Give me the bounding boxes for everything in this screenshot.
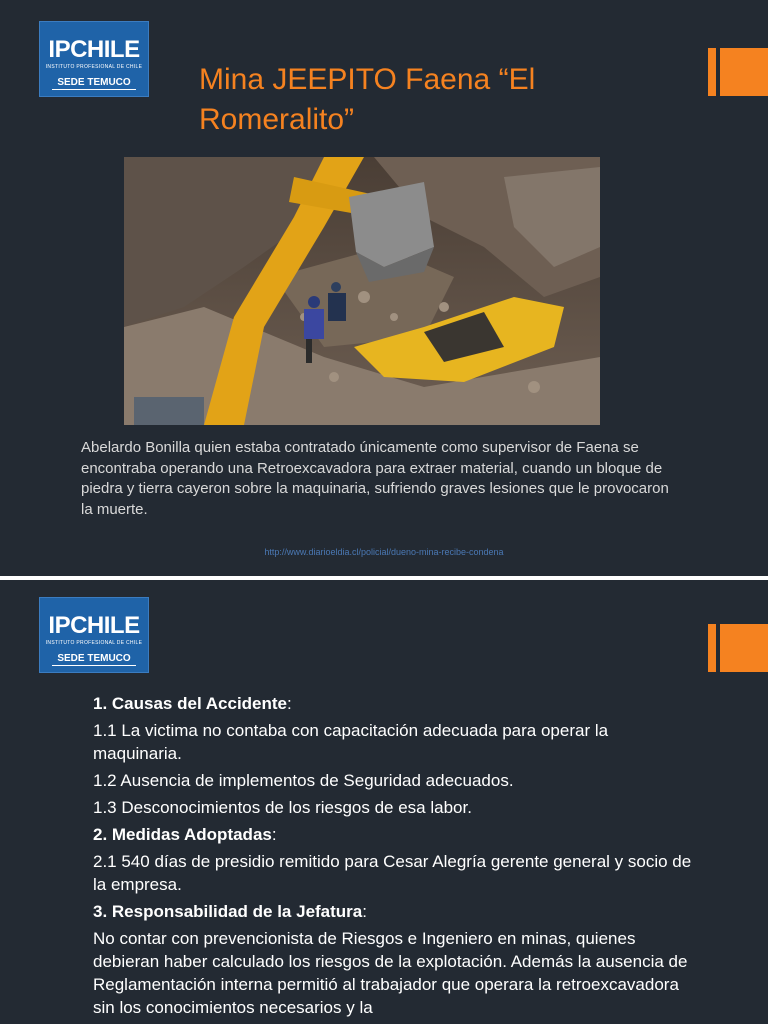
logo-campus: SEDE TEMUCO <box>52 653 136 666</box>
slide-title: Mina JEEPITO Faena “El Romeralito” <box>199 63 536 136</box>
source-link[interactable]: http://www.diarioeldia.cl/policial/dueno-mina-recibe-condena <box>264 547 504 557</box>
logo-campus: SEDE TEMUCO <box>52 77 136 90</box>
accident-analysis <box>93 692 693 1023</box>
cause-item: 1.2 Ausencia de implementos de Seguridad adecuados. <box>93 771 514 790</box>
section-causes-heading: 1. Causas del Accidente: <box>93 694 292 713</box>
section-measures-heading: 2. Medidas Adoptadas: <box>93 825 277 844</box>
ipchile-logo <box>39 597 149 673</box>
logo-brand: IPCHILE <box>48 36 140 63</box>
accident-photo <box>124 157 600 425</box>
measure-item: 2.1 540 días de presidio remitido para Cesar Alegría gerente general y socio de la empresa. <box>93 852 692 894</box>
cause-item: 1.3 Desconocimientos de los riesgos de esa labor. <box>93 798 472 817</box>
responsibility-paragraph: No contar con prevencionista de Riesgos e Ingeniero en minas, quienes debieran haber calculado los riesgos de la explotación. Además la ausencia de Reglamentación interna permitió al trabajador que operara la retroexcavadora sin los conocimientos necesarios y la <box>93 929 688 1017</box>
ipchile-logo <box>39 21 149 97</box>
accent-decoration <box>708 624 768 672</box>
accent-decoration <box>708 48 768 96</box>
accent-bar <box>708 48 716 96</box>
cause-item: 1.1 La victima no contaba con capacitación adecuada para operar la maquinaria. <box>93 721 609 763</box>
logo-brand: IPCHILE <box>48 612 140 639</box>
accent-block <box>720 624 768 672</box>
slide-2 <box>0 580 768 1024</box>
accent-block <box>720 48 768 96</box>
logo-institute: INSTITUTO PROFESIONAL DE CHILE <box>45 640 143 646</box>
photo-caption: Abelardo Bonilla quien estaba contratado únicamente como supervisor de Faena se encontraba operando una Retroexcavadora para extraer material, cuando un bloque de piedra y tierra cayeron sobre la maquinaria, sufriendo graves lesiones que le provocaron la muerte. <box>81 439 669 518</box>
section-responsibility-heading: 3. Responsabilidad de la Jefatura: <box>93 902 367 921</box>
accent-bar <box>708 624 716 672</box>
logo-institute: INSTITUTO PROFESIONAL DE CHILE <box>45 64 143 70</box>
excavator-accident-image <box>124 157 600 425</box>
